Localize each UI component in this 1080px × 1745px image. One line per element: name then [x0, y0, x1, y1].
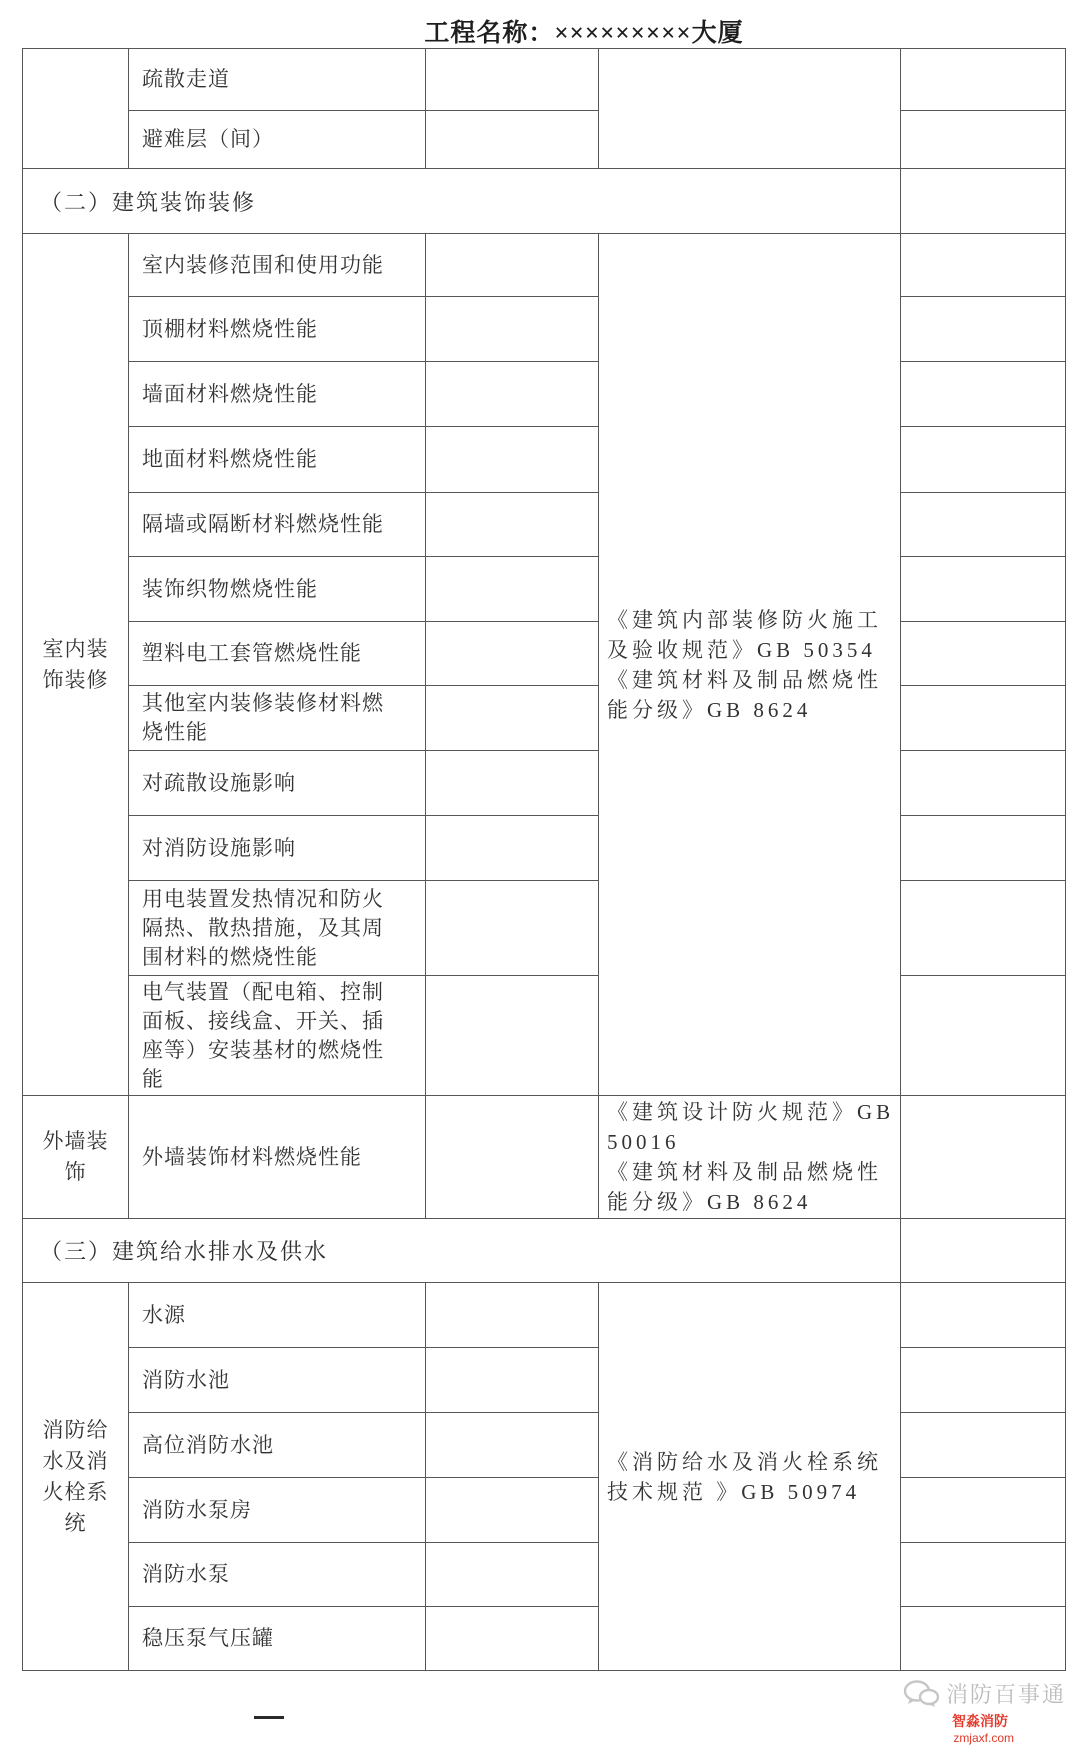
blank-cell	[901, 493, 1066, 557]
blank-cell	[426, 1413, 599, 1478]
blank-cell	[901, 976, 1066, 1096]
blank-cell	[426, 976, 599, 1096]
reference-standard: 《建筑内部装修防火施工及验收规范》GB 50354	[607, 607, 882, 662]
item-cell: 对疏散设施影响	[129, 751, 426, 816]
item-cell: 地面材料燃烧性能	[129, 427, 426, 493]
section-heading: （二）建筑装饰装修	[23, 169, 901, 234]
blank-cell	[426, 234, 599, 297]
blank-cell	[901, 557, 1066, 622]
item-cell: 消防水池	[129, 1348, 426, 1413]
blank-cell	[426, 816, 599, 881]
item-cell: 消防水泵房	[129, 1478, 426, 1543]
item-cell: 顶棚材料燃烧性能	[129, 297, 426, 362]
item-cell: 墙面材料燃烧性能	[129, 362, 426, 427]
blank-cell	[426, 362, 599, 427]
blank-cell	[901, 297, 1066, 362]
blank-cell	[426, 297, 599, 362]
blank-cell	[426, 49, 599, 111]
blank-cell	[901, 362, 1066, 427]
item-cell: 水源	[129, 1283, 426, 1348]
reference-cell	[599, 1096, 901, 1219]
inspection-table	[22, 48, 1066, 1671]
item-cell: 消防水泵	[129, 1543, 426, 1607]
watermark-company: 智淼消防	[952, 1713, 1008, 1729]
blank-cell	[901, 881, 1066, 976]
category-cell: 室内装饰装修	[23, 234, 129, 1096]
blank-cell	[426, 751, 599, 816]
item-cell: 隔墙或隔断材料燃烧性能	[129, 493, 426, 557]
blank-cell	[426, 557, 599, 622]
item-cell: 装饰织物燃烧性能	[129, 557, 426, 622]
blank-cell	[901, 1283, 1066, 1348]
page-dash	[254, 1716, 284, 1719]
page-title: 工程名称：×××××××××大厦	[424, 20, 744, 47]
section-heading: （三）建筑给水排水及供水	[23, 1219, 901, 1283]
item-cell: 高位消防水池	[129, 1413, 426, 1478]
blank-cell	[426, 686, 599, 751]
blank-cell	[426, 881, 599, 976]
reference-cell	[599, 1283, 901, 1671]
watermark	[766, 1678, 1066, 1745]
reference-standard: 《消防给水及消火栓系统技术规范 》GB 50974	[607, 1449, 882, 1504]
reference-standard: 《建筑材料及制品燃烧性能分级》GB 8624	[607, 1160, 882, 1214]
blank-cell	[426, 1348, 599, 1413]
empty-cell	[23, 49, 129, 169]
blank-cell	[901, 1348, 1066, 1413]
item-cell: 疏散走道	[129, 49, 426, 111]
blank-cell	[901, 427, 1066, 493]
item-cell: 其他室内装修装修材料燃烧性能	[129, 686, 426, 751]
blank-cell	[901, 1478, 1066, 1543]
item-cell: 室内装修范围和使用功能	[129, 234, 426, 297]
reference-standard: 《建筑材料及制品燃烧性能分级》GB 8624	[607, 667, 882, 722]
item-cell: 避难层（间）	[129, 111, 426, 169]
blank-cell	[426, 1096, 599, 1219]
empty-cell	[599, 49, 901, 169]
item-cell: 对消防设施影响	[129, 816, 426, 881]
category-cell: 消防给水及消火栓系统	[23, 1283, 129, 1671]
item-cell: 稳压泵气压罐	[129, 1607, 426, 1671]
blank-cell	[901, 686, 1066, 751]
watermark-website: zmjaxf.com	[953, 1731, 1014, 1745]
blank-cell	[901, 1543, 1066, 1607]
blank-cell	[901, 111, 1066, 169]
watermark-brand: 消防百事通	[945, 1682, 1066, 1707]
item-cell: 塑料电工套管燃烧性能	[129, 622, 426, 686]
category-cell: 外墙装饰	[23, 1096, 129, 1219]
blank-cell	[426, 427, 599, 493]
blank-cell	[901, 234, 1066, 297]
item-cell: 用电装置发热情况和防火隔热、散热措施，及其周围材料的燃烧性能	[129, 881, 426, 976]
blank-cell	[901, 1413, 1066, 1478]
item-cell: 电气装置（配电箱、控制面板、接线盒、开关、插座等）安装基材的燃烧性能	[129, 976, 426, 1096]
blank-cell	[901, 1096, 1066, 1219]
blank-cell	[901, 816, 1066, 881]
blank-cell	[426, 493, 599, 557]
chat-bubble-icon	[903, 1680, 939, 1708]
item-cell: 外墙装饰材料燃烧性能	[129, 1096, 426, 1219]
blank-cell	[901, 169, 1066, 234]
blank-cell	[901, 1607, 1066, 1671]
blank-cell	[426, 1607, 599, 1671]
blank-cell	[426, 111, 599, 169]
blank-cell	[901, 1219, 1066, 1283]
blank-cell	[426, 1283, 599, 1348]
blank-cell	[901, 49, 1066, 111]
blank-cell	[426, 622, 599, 686]
reference-standard: 《建筑设计防火规范》GB 50016	[607, 1100, 895, 1154]
blank-cell	[426, 1543, 599, 1607]
reference-cell	[599, 234, 901, 1096]
blank-cell	[426, 1478, 599, 1543]
blank-cell	[901, 751, 1066, 816]
blank-cell	[901, 622, 1066, 686]
